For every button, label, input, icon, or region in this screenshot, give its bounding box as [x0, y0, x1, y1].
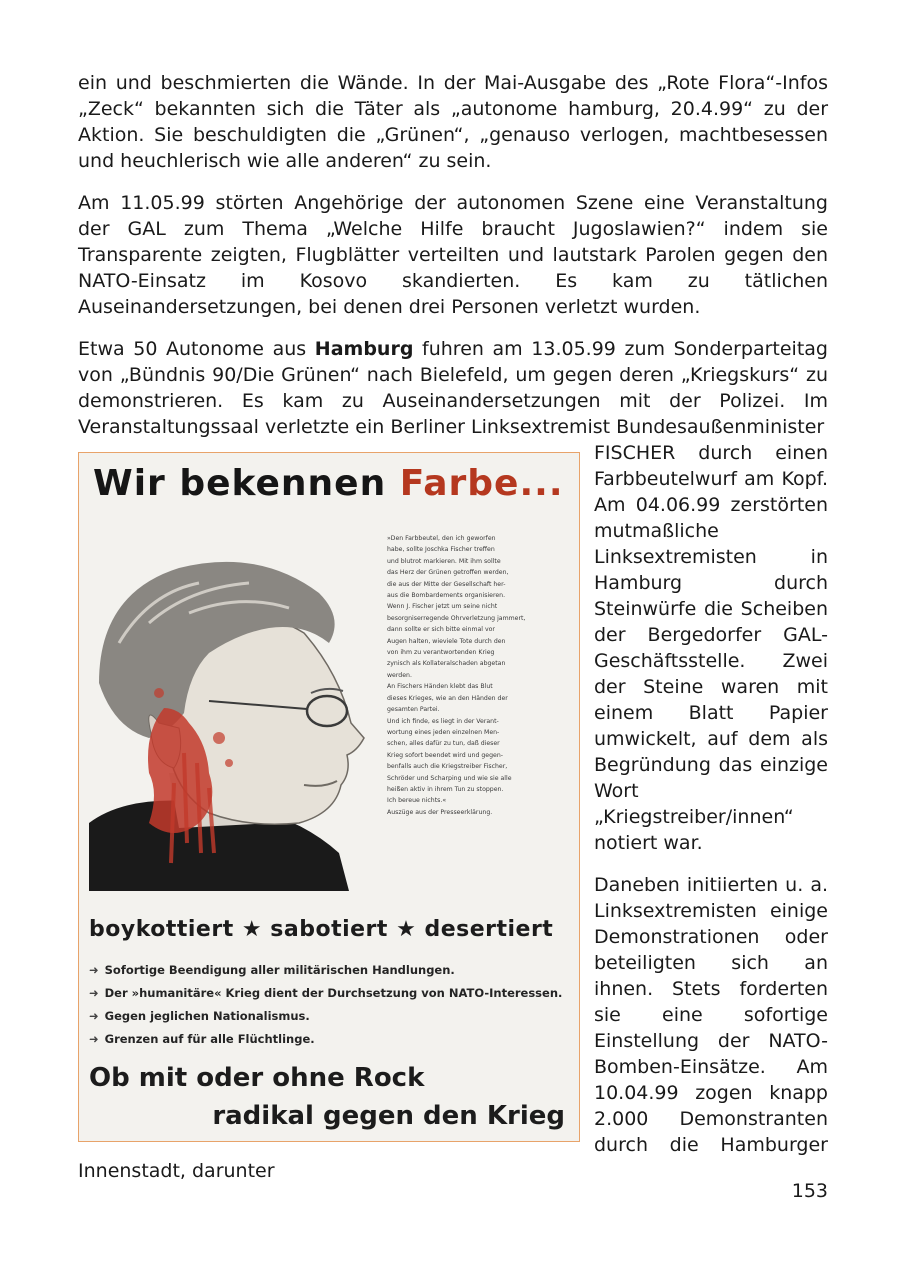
poster-quote-line: die aus der Mitte der Gesellschaft her-: [387, 580, 506, 588]
poster-bullet-item: [89, 1005, 562, 1028]
arrow-bullet-icon: ➜: [89, 963, 99, 977]
arrow-bullet-icon: ➜: [89, 1032, 99, 1046]
poster-quote-line: dann sollte er sich bitte einmal vor: [387, 626, 495, 634]
page-body: [78, 70, 828, 1200]
poster-quote-line: benfalls auch die Kriegstreiber Fischer,: [387, 763, 508, 771]
poster-slogan: boykottiert ★ sabotiert ★ desertiert: [89, 917, 554, 942]
paragraph-3-continued: FISCHER durch einen Farbbeutelwurf am Kopf. Am 04.06.99 zerstörten mutmaßliche Linksextremisten in Hamburg durch Steinwürfe die Scheiben der Bergedorfer GAL-Geschäftsstelle. Zwei der Steine waren mit einem Blatt Papier umwickelt, auf dem als Begründung das einzige Wort „Kriegstreiber/innen“ notiert war.: [594, 442, 828, 854]
poster-bullet-list: [89, 959, 562, 1051]
poster-quote-line: Krieg sofort beendet wird und gegen-: [387, 751, 503, 759]
paragraph-3-start: Etwa 50 Autonome aus: [78, 338, 315, 360]
poster-quote-line: schen, alles dafür zu tun, daß dieser: [387, 740, 500, 748]
arrow-bullet-icon: ➜: [89, 1009, 99, 1023]
paragraph-3-first-part: fuhren am 13.05.99 zum Sonderparteitag von „Bündnis 90/Die Grünen“ nach Bielefeld, um gegen deren „Kriegskurs“ zu demonstrieren. Es kam zu Auseinandersetzungen mit der Polizei. Im Veranstaltungssaal verletzte ein Berliner Linksextremist Bundesaußenminister: [78, 338, 828, 438]
poster-quote-line: zynisch als Kollateralschaden abgetan: [387, 660, 506, 668]
poster-quote-line: Ich bereue nichts.«: [387, 797, 447, 805]
poster-quote-line: Wenn J. Fischer jetzt um seine nicht: [387, 603, 498, 611]
poster-quote-text: [387, 533, 567, 818]
poster-quote-line: wortung eines jeden einzelnen Men-: [387, 728, 500, 736]
poster-figure: [78, 452, 580, 1142]
poster-bullet-text: Grenzen auf für alle Flüchtlinge.: [104, 1032, 315, 1046]
paragraph-1: ein und beschmierten die Wände. In der Mai-Ausgabe des „Rote Flora“-Infos „Zeck“ bekannten sich die Täter als „autonome hamburg, 20.4.99“ zu der Aktion. Sie beschuldigten die „Grünen“, „genauso verlogen, machtbesessen und heuchlerisch wie alle anderen“ zu sein.: [78, 72, 828, 172]
poster-bullet-item: [89, 1028, 562, 1051]
poster-quote-line: Schröder und Scharping und wie sie alle: [387, 774, 512, 782]
poster-quote-line: werden.: [387, 671, 412, 679]
poster-bullet-item: [89, 959, 562, 982]
poster-quote-line: aus die Bombardements organisieren.: [387, 592, 506, 600]
poster-quote-line: Augen halten, wieviele Tote durch den: [387, 637, 506, 645]
poster-quote-line: heißen aktiv in ihrem Tun zu stoppen.: [387, 785, 504, 793]
poster-quote-line: und blutrot markieren. Mit ihm sollte: [387, 557, 501, 565]
poster-title: [93, 463, 564, 504]
poster-title-part1: Wir bekennen: [93, 463, 400, 504]
poster-title-accent: Farbe...: [399, 463, 564, 504]
paragraph-3-bold-city: Hamburg: [314, 338, 414, 360]
poster-quote-line: besorgniserregende Ohrverletzung jammert,: [387, 614, 526, 622]
poster-quote-line: Auszüge aus der Presseerklärung.: [387, 808, 493, 816]
arrow-bullet-icon: ➜: [89, 986, 99, 1000]
portrait-illustration: [89, 523, 381, 891]
poster-closing-line-2: radikal gegen den Krieg: [212, 1101, 565, 1131]
poster-bullet-text: Sofortige Beendigung aller militärischen Handlungen.: [104, 963, 455, 977]
paragraph-2: Am 11.05.99 störten Angehörige der autonomen Szene eine Veranstaltung der GAL zum Thema „Welche Hilfe braucht Jugoslawien?“ indem sie Transparente zeigten, Flugblätter verteilten und lautstark Parolen gegen den NATO-Einsatz im Kosovo skandierten. Es kam zu tätlichen Auseinandersetzungen, bei denen drei Personen verletzt wurden.: [78, 192, 828, 318]
poster-quote-line: das Herz der Grünen getroffen werden,: [387, 569, 509, 577]
poster-quote-line: »Den Farbbeutel, den ich geworfen: [387, 535, 496, 542]
paragraph-4: Daneben initiierten u. a. Linksextremisten einige Demonstrationen oder beteiligten sich an ihnen. Stets forderten sie eine sofortige Einstellung der NATO-Bomben-Einsätze. Am 10.04.99 zogen knapp 2.000 Demonstranten durch die Hamburger Innenstadt, darunter: [78, 874, 828, 1182]
poster-quote-line: dieses Krieges, wie an den Händen der: [387, 694, 508, 702]
page-number: 153: [791, 1180, 828, 1202]
poster-quote-line: gesamten Partei.: [387, 706, 440, 714]
poster-quote-line: von ihm zu verantwortenden Krieg: [387, 649, 495, 657]
poster-quote-line: Und ich finde, es liegt in der Verant-: [387, 717, 499, 725]
poster-closing-line-1: Ob mit oder ohne Rock: [89, 1063, 425, 1093]
poster-quote-line: habe, sollte Joschka Fischer treffen: [387, 546, 495, 554]
poster-bullet-text: Der »humanitäre« Krieg dient der Durchsetzung von NATO-Interessen.: [104, 986, 563, 1000]
poster-bullet-text: Gegen jeglichen Nationalismus.: [104, 1009, 310, 1023]
poster-bullet-item: [89, 982, 562, 1005]
paragraph-3: [78, 336, 828, 440]
poster-quote-line: An Fischers Händen klebt das Blut: [387, 683, 493, 691]
